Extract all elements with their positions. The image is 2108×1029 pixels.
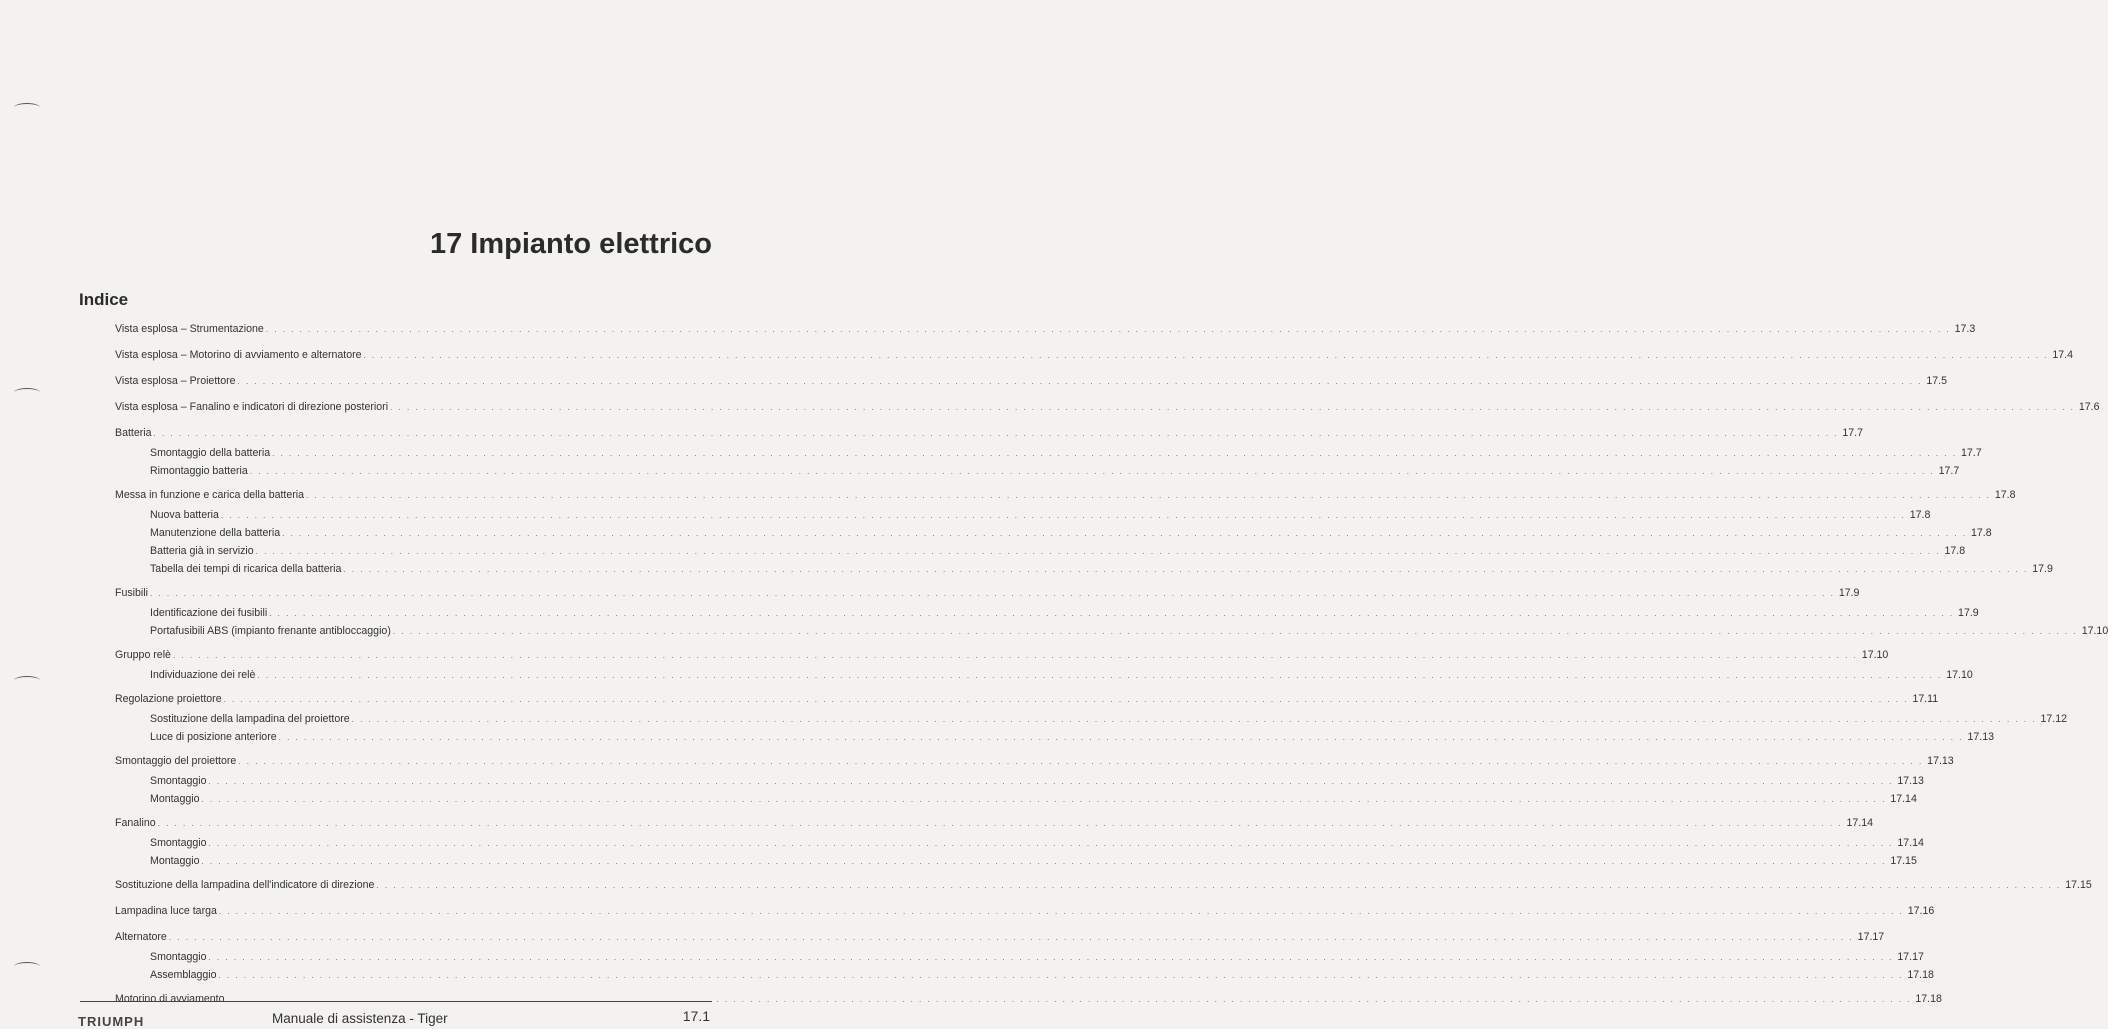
toc-page-number: 17.11 (1912, 693, 1939, 705)
dot-leader: . . . . . . . . . . . . . . . . . . . . . . . . . . . . . . . . . . . . . . . . . . . . . . . . . . . . . . . . . . . . . . . . . . . . . . . . . . . . . . . . . . . . . . . . . . . . . . . . . . . . . . . . . . . . . . . . . . . . . . . . . . . . . . . . . . . . . . . . . . . . . . . . . . . . . . . . . . . . . . . . . . . . . . . . . . . . . . . . . . . . . . . . . . . . . . . . . . . . . . . . (208, 839, 1894, 848)
toc-page-number: 17.10 (1861, 649, 1889, 661)
dot-leader: . . . . . . . . . . . . . . . . . . . . . . . . . . . . . . . . . . . . . . . . . . . . . . . . . . . . . . . . . . . . . . . . . . . . . . . . . . . . . . . . . . . . . . . . . . . . . . . . . . . . . . . . . . . . . . . . . . . . . . . . . . . . . . . . . . . . . . . . . . . . . . . . . . . . . . . . . . . . . . . . . . . . . . . . . . . . . . . . . . . . . . . . . . . . . . . . . . . . . . . . (201, 857, 1887, 866)
footer-manual-title: Manuale di assistenza - Tiger (272, 1011, 448, 1026)
toc-group (115, 875, 2092, 896)
toc-subentry[interactable] (115, 852, 1917, 870)
toc-entry-label: Messa in funzione e carica della batteria (115, 489, 305, 501)
toc-group (115, 689, 2068, 746)
toc-entry-label: Individuazione dei relè (150, 669, 256, 681)
dot-leader: . . . . . . . . . . . . . . . . . . . . . . . . . . . . . . . . . . . . . . . . . . . . . . . . . . . . . . . . . . . . . . . . . . . . . . . . . . . . . . . . . . . . . . . . . . . . . . . . . . . . . . . . . . . . . . . . . . . . . . . . . . . . . . . . . . . . . . . . . . . . . . . . . . . . . . . . . . . . . . . . . . . . . . . . . . . . . . . . . . . . . . . . . . . . . . . . . . . . . . . . (376, 881, 2062, 890)
toc-subentry[interactable] (115, 834, 1924, 852)
toc-entry-label: Nuova batteria (150, 509, 219, 521)
toc-page-number: 17.13 (1967, 731, 1994, 743)
toc-group (115, 319, 1976, 340)
toc-entry-label: Batteria (115, 427, 152, 439)
toc-subentry[interactable] (115, 604, 1979, 622)
toc-entry-label: Smontaggio della batteria (150, 447, 271, 459)
toc-entry[interactable] (115, 485, 2016, 506)
dot-leader: . . . . . . . . . . . . . . . . . . . . . . . . . . . . . . . . . . . . . . . . . . . . . . . . . . . . . . . . . . . . . . . . . . . . . . . . . . . . . . . . . . . . . . . . . . . . . . . . . . . . . . . . . . . . . . . . . . . . . . . . . . . . . . . . . . . . . . . . . . . . . . . . . . . . . . . . . . . . . . . . . . . . . . . . . . . . . . . . . . . . . . . . . . . . . . . . . . . . . . . . (218, 971, 1904, 980)
index-heading: Indice (79, 290, 129, 309)
dot-leader: . . . . . . . . . . . . . . . . . . . . . . . . . . . . . . . . . . . . . . . . . . . . . . . . . . . . . . . . . . . . . . . . . . . . . . . . . . . . . . . . . . . . . . . . . . . . . . . . . . . . . . . . . . . . . . . . . . . . . . . . . . . . . . . . . . . . . . . . . . . . . . . . . . . . . . . . . . . . . . . . . . . . . . . . . . . . . . . . . . . . . . . . . . . . . . . . . . . . . . . . (306, 491, 1991, 500)
toc-subentry[interactable] (115, 444, 1982, 462)
dot-leader: . . . . . . . . . . . . . . . . . . . . . . . . . . . . . . . . . . . . . . . . . . . . . . . . . . . . . . . . . . . . . . . . . . . . . . . . . . . . . . . . . . . . . . . . . . . . . . . . . . . . . . . . . . . . . . . . . . . . . . . . . . . . . . . . . . . . . . . . . . . . . . . . . . . . . . . . . . . . . . . . . . . . . . . . . . . . . . . . . . . . . . . . . . . . . . . . . . . . . . . . (168, 933, 1854, 942)
toc-entry-label: Lampadina luce targa (115, 905, 217, 917)
toc-entry-label: Gruppo relè (115, 649, 171, 661)
toc-entry-label: Regolazione proiettore (115, 693, 222, 705)
dot-leader: . . . . . . . . . . . . . . . . . . . . . . . . . . . . . . . . . . . . . . . . . . . . . . . . . . . . . . . . . . . . . . . . . . . . . . . . . . . . . . . . . . . . . . . . . . . . . . . . . . . . . . . . . . . . . . . . . . . . . . . . . . . . . . . . . . . . . . . . . . . . . . . . . . . . . . . . . . . . . . . . . . . . . . . . . . . . . . . . . . . . . . . . . . . . . . . . . . . . . . . . (172, 651, 1858, 660)
toc-page-number: 17.8 (1909, 509, 1931, 521)
dot-leader: . . . . . . . . . . . . . . . . . . . . . . . . . . . . . . . . . . . . . . . . . . . . . . . . . . . . . . . . . . . . . . . . . . . . . . . . . . . . . . . . . . . . . . . . . . . . . . . . . . . . . . . . . . . . . . . . . . . . . . . . . . . . . . . . . . . . . . . . . . . . . . . . . . . . . . . . . . . . . . . . . . . . . . . . . . . . . . . . . . . . . . . . . . . . . . . . . . . . . . . . (351, 715, 2037, 724)
toc-entry-label: Montaggio (150, 855, 200, 867)
toc-group (115, 927, 1934, 984)
toc-entry-label: Luce di posizione anteriore (150, 731, 277, 743)
toc-subentry[interactable] (115, 462, 1960, 480)
toc-entry[interactable] (115, 989, 1942, 1010)
dot-leader: . . . . . . . . . . . . . . . . . . . . . . . . . . . . . . . . . . . . . . . . . . . . . . . . . . . . . . . . . . . . . . . . . . . . . . . . . . . . . . . . . . . . . . . . . . . . . . . . . . . . . . . . . . . . . . . . . . . . . . . . . . . . . . . . . . . . . . . . . . . . . . . . . . . . . . . . . . . . . . . . . . . . . . . . . . . . . . . . . . . . . . . . . . . . . . . . . . . . . . . . (220, 511, 1906, 520)
toc-page-number: 17.9 (2032, 563, 2053, 575)
toc-page-number: 17.8 (1994, 489, 2016, 501)
toc-group (115, 371, 1947, 392)
toc-group (115, 901, 1935, 922)
toc-subentry[interactable] (115, 790, 1917, 808)
toc-group (115, 645, 1973, 684)
binder-hole-mark (14, 103, 40, 112)
toc-subentry[interactable] (115, 506, 1931, 524)
toc-page-number: 17.14 (1890, 793, 1917, 805)
toc-page-number: 17.3 (1954, 323, 1976, 335)
toc-page-number: 17.13 (1897, 775, 1924, 787)
toc-entry-label: Assemblaggio (150, 969, 217, 981)
toc-entry[interactable] (115, 319, 1976, 340)
brand-logo: TRIUMPH (78, 1014, 145, 1029)
toc-entry-label: Vista esplosa – Motorino di avviamento e alternatore (115, 349, 362, 361)
toc-entry-label: Sostituzione della lampadina dell'indicatore di direzione (115, 879, 375, 891)
toc-page-number: 17.8 (1944, 545, 1966, 557)
toc-group (115, 345, 2074, 366)
toc-entry-label: Vista esplosa – Strumentazione (115, 323, 264, 335)
toc-page-number: 17.7 (1938, 465, 1960, 477)
dot-leader: . . . . . . . . . . . . . . . . . . . . . . . . . . . . . . . . . . . . . . . . . . . . . . . . . . . . . . . . . . . . . . . . . . . . . . . . . . . . . . . . . . . . . . . . . . . . . . . . . . . . . . . . . . . . . . . . . . . . . . . . . . . . . . . . . . . . . . . . . . . . . . . . . . . . . . . . . . . . . . . . . . . . . . . . . . . . . . . . . . . . . . . . . . . . . . . . . . . . . . . . (249, 467, 1935, 476)
toc-entry[interactable] (115, 345, 2074, 366)
toc-page-number: 17.10 (2081, 625, 2108, 637)
toc-subentry[interactable] (115, 966, 1934, 984)
toc-page-number: 17.17 (1857, 931, 1885, 943)
toc-entry[interactable] (115, 371, 1947, 392)
toc-subentry[interactable] (115, 524, 1992, 542)
toc-entry-label: Manutenzione della batteria (150, 527, 281, 539)
dot-leader: . . . . . . . . . . . . . . . . . . . . . . . . . . . . . . . . . . . . . . . . . . . . . . . . . . . . . . . . . . . . . . . . . . . . . . . . . . . . . . . . . . . . . . . . . . . . . . . . . . . . . . . . . . . . . . . . . . . . . . . . . . . . . . . . . . . . . . . . . . . . . . . . . . . . . . . . . . . . . . . . . . . . . . . . . . . . . . . . . . . . . . . . . . . . . . . . . . . . . . . . (269, 609, 1955, 618)
binder-hole-mark (14, 388, 40, 397)
toc-entry[interactable] (115, 689, 1939, 710)
toc-entry[interactable] (115, 901, 1935, 922)
toc-entry-label: Smontaggio del proiettore (115, 755, 237, 767)
toc-page-number: 17.12 (2040, 713, 2068, 725)
toc-page-number: 17.7 (1961, 447, 1982, 459)
toc-entry[interactable] (115, 645, 1889, 666)
toc-entry[interactable] (115, 397, 2100, 418)
toc-page-number: 17.15 (2065, 879, 2092, 891)
toc-entry-label: Smontaggio (150, 837, 207, 849)
dot-leader: . . . . . . . . . . . . . . . . . . . . . . . . . . . . . . . . . . . . . . . . . . . . . . . . . . . . . . . . . . . . . . . . . . . . . . . . . . . . . . . . . . . . . . . . . . . . . . . . . . . . . . . . . . . . . . . . . . . . . . . . . . . . . . . . . . . . . . . . . . . . . . . . . . . . . . . . . . . . . . . . . . . . . . . . . . . . . . . . . . . . . . . . . . . . . . . . . . . . . . . . (278, 733, 1964, 742)
toc-entry-label: Fanalino (115, 817, 156, 829)
toc-entry-label: Vista esplosa – Proiettore (115, 375, 236, 387)
table-of-contents (115, 319, 2108, 1015)
toc-entry[interactable] (115, 875, 2092, 896)
dot-leader: . . . . . . . . . . . . . . . . . . . . . . . . . . . . . . . . . . . . . . . . . . . . . . . . . . . . . . . . . . . . . . . . . . . . . . . . . . . . . . . . . . . . . . . . . . . . . . . . . . . . . . . . . . . . . . . . . . . . . . . . . . . . . . . . . . . . . . . . . . . . . . . . . . . . . . . . . . . . . . . . . . . . . . . . . . . . . . . . . . . . . . . . . . . . . . . . . . . . . . . . (343, 565, 2029, 574)
toc-entry-label: Rimontaggio batteria (150, 465, 248, 477)
toc-page-number: 17.13 (1927, 755, 1954, 767)
toc-entry-label: Tabella dei tempi di ricarica della batteria (150, 563, 342, 575)
toc-entry-label: Fusibili (115, 587, 148, 599)
toc-entry[interactable] (115, 423, 1863, 444)
toc-page-number: 17.14 (1897, 837, 1924, 849)
toc-entry[interactable] (115, 927, 1885, 948)
dot-leader: . . . . . . . . . . . . . . . . . . . . . . . . . . . . . . . . . . . . . . . . . . . . . . . . . . . . . . . . . . . . . . . . . . . . . . . . . . . . . . . . . . . . . . . . . . . . . . . . . . . . . . . . . . . . . . . . . . . . . . . . . . . . . . . . . . . . . . . . . . . . . . . . . . . . . . . . . . . . . . . . . . . . . . . . . . . . . . . . . . . . . . . . . . . . . . . . . . . . . . . . (218, 907, 1904, 916)
toc-entry-label: Smontaggio (150, 951, 207, 963)
dot-leader: . . . . . . . . . . . . . . . . . . . . . . . . . . . . . . . . . . . . . . . . . . . . . . . . . . . . . . . . . . . . . . . . . . . . . . . . . . . . . . . . . . . . . . . . . . . . . . . . . . . . . . . . . . . . . . . . . . . . . . . . . . . . . . . . . . . . . . . . . . . . . . . . . . . . . . . . . . . . . . . . . . . . . . . . . . . . . . . . . . . . . . . . . . . . . . . . . . . . . . . . (238, 757, 1924, 766)
toc-entry[interactable] (115, 583, 1860, 604)
toc-subentry[interactable] (115, 542, 1966, 560)
chapter-title: 17 Impianto elettrico (429, 228, 712, 260)
toc-entry-label: Smontaggio (150, 775, 207, 787)
toc-entry[interactable] (115, 751, 1954, 772)
toc-subentry[interactable] (115, 948, 1924, 966)
toc-page-number: 17.4 (2052, 349, 2074, 361)
dot-leader: . . . . . . . . . . . . . . . . . . . . . . . . . . . . . . . . . . . . . . . . . . . . . . . . . . . . . . . . . . . . . . . . . . . . . . . . . . . . . . . . . . . . . . . . . . . . . . . . . . . . . . . . . . . . . . . . . . . . . . . . . . . . . . . . . . . . . . . . . . . . . . . . . . . . . . . . . . . . . . . . . . . . . . . . . . . . . . . . . . . . . . . . . . . . . . . . . . . . . . . . (157, 819, 1843, 828)
toc-group (115, 485, 2053, 578)
toc-page-number: 17.15 (1890, 855, 1917, 867)
toc-page-number: 17.9 (1958, 607, 1979, 619)
footer-divider (80, 1001, 712, 1002)
toc-subentry[interactable] (115, 560, 2053, 578)
toc-entry-label: Identificazione dei fusibili (150, 607, 268, 619)
dot-leader: . . . . . . . . . . . . . . . . . . . . . . . . . . . . . . . . . . . . . . . . . . . . . . . . . . . . . . . . . . . . . . . . . . . . . . . . . . . . . . . . . . . . . . . . . . . . . . . . . . . . . . . . . . . . . . . . . . . . . . . . . . . . . . . . . . . . . . . . . . . . . . . . . . . . . . . . . . . . . . . . . . . . . . . . . . . . . . . . . . . . . . . . . . . . . . . . . . . . . . . . (201, 795, 1887, 804)
toc-subentry[interactable] (115, 666, 1973, 684)
toc-group (115, 583, 2108, 640)
toc-subentry[interactable] (115, 710, 2068, 728)
dot-leader: . . . . . . . . . . . . . . . . . . . . . . . . . . . . . . . . . . . . . . . . . . . . . . . . . . . . . . . . . . . . . . . . . . . . . . . . . . . . . . . . . . . . . . . . . . . . . . . . . . . . . . . . . . . . . . . . . . . . . . . . . . . . . . . . . . . . . . . . . . . . . . . . . . . . . . . . . . . . . . . . . . . . . . . . . . . . . . . . . . . . . . . . . . . . . . . . . . . . . . . . (272, 449, 1957, 458)
toc-page-number: 17.18 (1907, 969, 1934, 981)
dot-leader: . . . . . . . . . . . . . . . . . . . . . . . . . . . . . . . . . . . . . . . . . . . . . . . . . . . . . . . . . . . . . . . . . . . . . . . . . . . . . . . . . . . . . . . . . . . . . . . . . . . . . . . . . . . . . . . . . . . . . . . . . . . . . . . . . . . . . . . . . . . . . . . . . . . . . . . . . . . . . . . . . . . . . . . . . . . . . . . . . . . . . . . . . . . . . . . . . . . . . . . . (392, 627, 2078, 636)
toc-entry-label: Motorino di avviamento (115, 993, 225, 1005)
binder-hole-mark (14, 962, 40, 971)
toc-page-number: 17.18 (1915, 993, 1942, 1005)
dot-leader: . . . . . . . . . . . . . . . . . . . . . . . . . . . . . . . . . . . . . . . . . . . . . . . . . . . . . . . . . . . . . . . . . . . . . . . . . . . . . . . . . . . . . . . . . . . . . . . . . . . . . . . . . . . . . . . . . . . . . . . . . . . . . . . . . . . . . . . . . . . . . . . . . . . . . . . . . . . . . . . . . . . . . . . . . . . . . . . . . . . . . . . . . . . . . . . . . . . . . . . . (208, 953, 1894, 962)
dot-leader: . . . . . . . . . . . . . . . . . . . . . . . . . . . . . . . . . . . . . . . . . . . . . . . . . . . . . . . . . . . . . . . . . . . . . . . . . . . . . . . . . . . . . . . . . . . . . . . . . . . . . . . . . . . . . . . . . . . . . . . . . . . . . . . . . . . . . . . . . . . . . . . . . . . . . . . . . . . . . . . . . . . . . . . . . . . . . . . . . . . . . . . . . . . . . . . . . . . . . . . . (257, 671, 1943, 680)
toc-entry-label: Montaggio (150, 793, 200, 805)
toc-group (115, 989, 1942, 1010)
footer-page-number: 17.1 (682, 1008, 710, 1024)
toc-page-number: 17.6 (2078, 401, 2100, 413)
dot-leader: . . . . . . . . . . . . . . . . . . . . . . . . . . . . . . . . . . . . . . . . . . . . . . . . . . . . . . . . . . . . . . . . . . . . . . . . . . . . . . . . . . . . . . . . . . . . . . . . . . . . . . . . . . . . . . . . . . . . . . . . . . . . . . . . . . . . . . . . . . . . . . . . . . . . . . . . . . . . . . . . . . . . . . . . . . . . . . . . . . . . . . . . . . . . . . . . . . . . . . . . (390, 403, 2075, 412)
toc-subentry[interactable] (115, 728, 1994, 746)
toc-page-number: 17.7 (1842, 427, 1863, 439)
toc-page-number: 17.16 (1907, 905, 1935, 917)
dot-leader: . . . . . . . . . . . . . . . . . . . . . . . . . . . . . . . . . . . . . . . . . . . . . . . . . . . . . . . . . . . . . . . . . . . . . . . . . . . . . . . . . . . . . . . . . . . . . . . . . . . . . . . . . . . . . . . . . . . . . . . . . . . . . . . . . . . . . . . . . . . . . . . . . . . . . . . . . . . . . . . . . . . . . . . . . . . . . . . . . . . . . . . . . . . . . . . . . . . . . . . . (223, 695, 1909, 704)
dot-leader: . . . . . . . . . . . . . . . . . . . . . . . . . . . . . . . . . . . . . . . . . . . . . . . . . . . . . . . . . . . . . . . . . . . . . . . . . . . . . . . . . . . . . . . . . . . . . . . . . . . . . . . . . . . . . . . . . . . . . . . . . . . . . . . . . . . . . . . . . . . . . . . . . . . . . . . . . . . . . . . . . . . . . . . . . . . . . . . . . . . . . . . . . . . . . . . . . . . . . . . . (282, 529, 1967, 538)
dot-leader: . . . . . . . . . . . . . . . . . . . . . . . . . . . . . . . . . . . . . . . . . . . . . . . . . . . . . . . . . . . . . . . . . . . . . . . . . . . . . . . . . . . . . . . . . . . . . . . . . . . . . . . . . . . . . . . . . . . . . . . . . . . . . . . . . . . . . . . . . . . . . . . . . . . . . . . . . . . . . . . . . . . . . . . . . . . . . . . . . . . . . . . . . . . . . . . . . . . . . . . . (149, 589, 1835, 598)
toc-entry-label: Batteria già in servizio (150, 545, 254, 557)
dot-leader: . . . . . . . . . . . . . . . . . . . . . . . . . . . . . . . . . . . . . . . . . . . . . . . . . . . . . . . . . . . . . . . . . . . . . . . . . . . . . . . . . . . . . . . . . . . . . . . . . . . . . . . . . . . . . . . . . . . . . . . . . . . . . . . . . . . . . . . . . . . . . . . . . . . . . . . . . . . . . . . . . . . . . . . . . . . . . . . . . . . . . . . . . . . . . . . . . . . . . . . . (237, 377, 1923, 386)
toc-page-number: 17.10 (1946, 669, 1973, 681)
toc-subentry[interactable] (115, 772, 1924, 790)
toc-page-number: 17.8 (1971, 527, 1992, 539)
toc-page-number: 17.9 (1838, 587, 1860, 599)
dot-leader: . . . . . . . . . . . . . . . . . . . . . . . . . . . . . . . . . . . . . . . . . . . . . . . . . . . . . . . . . . . . . . . . . . . . . . . . . . . . . . . . . . . . . . . . . . . . . . . . . . . . . . . . . . . . . . . . . . . . . . . . . . . . . . . . . . . . . . . . . . . . . . . . . . . . . . . . . . . . . . . . . . . . . . . . . . . . . . . . . . . . . . . . . . . . . . . . . . . . . . . . (226, 995, 1912, 1004)
toc-group (115, 423, 1982, 480)
dot-leader: . . . . . . . . . . . . . . . . . . . . . . . . . . . . . . . . . . . . . . . . . . . . . . . . . . . . . . . . . . . . . . . . . . . . . . . . . . . . . . . . . . . . . . . . . . . . . . . . . . . . . . . . . . . . . . . . . . . . . . . . . . . . . . . . . . . . . . . . . . . . . . . . . . . . . . . . . . . . . . . . . . . . . . . . . . . . . . . . . . . . . . . . . . . . . . . . . . . . . . . . (265, 325, 1951, 334)
dot-leader: . . . . . . . . . . . . . . . . . . . . . . . . . . . . . . . . . . . . . . . . . . . . . . . . . . . . . . . . . . . . . . . . . . . . . . . . . . . . . . . . . . . . . . . . . . . . . . . . . . . . . . . . . . . . . . . . . . . . . . . . . . . . . . . . . . . . . . . . . . . . . . . . . . . . . . . . . . . . . . . . . . . . . . . . . . . . . . . . . . . . . . . . . . . . . . . . . . . . . . . . (363, 351, 2049, 360)
toc-entry-label: Portafusibili ABS (impianto frenante antibloccaggio) (150, 625, 391, 637)
dot-leader: . . . . . . . . . . . . . . . . . . . . . . . . . . . . . . . . . . . . . . . . . . . . . . . . . . . . . . . . . . . . . . . . . . . . . . . . . . . . . . . . . . . . . . . . . . . . . . . . . . . . . . . . . . . . . . . . . . . . . . . . . . . . . . . . . . . . . . . . . . . . . . . . . . . . . . . . . . . . . . . . . . . . . . . . . . . . . . . . . . . . . . . . . . . . . . . . . . . . . . . . (255, 547, 1941, 556)
toc-subentry[interactable] (115, 622, 2108, 640)
binder-hole-mark (14, 676, 40, 685)
toc-page-number: 17.17 (1897, 951, 1924, 963)
toc-page-number: 17.14 (1846, 817, 1873, 829)
toc-entry-label: Vista esplosa – Fanalino e indicatori di direzione posteriori (115, 401, 389, 413)
dot-leader: . . . . . . . . . . . . . . . . . . . . . . . . . . . . . . . . . . . . . . . . . . . . . . . . . . . . . . . . . . . . . . . . . . . . . . . . . . . . . . . . . . . . . . . . . . . . . . . . . . . . . . . . . . . . . . . . . . . . . . . . . . . . . . . . . . . . . . . . . . . . . . . . . . . . . . . . . . . . . . . . . . . . . . . . . . . . . . . . . . . . . . . . . . . . . . . . . . . . . . . . (208, 777, 1894, 786)
toc-entry-label: Sostituzione della lampadina del proiettore (150, 713, 350, 725)
toc-group (115, 751, 1954, 808)
toc-page-number: 17.5 (1926, 375, 1947, 387)
toc-entry[interactable] (115, 813, 1873, 834)
dot-leader: . . . . . . . . . . . . . . . . . . . . . . . . . . . . . . . . . . . . . . . . . . . . . . . . . . . . . . . . . . . . . . . . . . . . . . . . . . . . . . . . . . . . . . . . . . . . . . . . . . . . . . . . . . . . . . . . . . . . . . . . . . . . . . . . . . . . . . . . . . . . . . . . . . . . . . . . . . . . . . . . . . . . . . . . . . . . . . . . . . . . . . . . . . . . . . . . . . . . . . . . (153, 429, 1839, 438)
toc-entry-label: Alternatore (115, 931, 167, 943)
toc-group (115, 813, 1924, 870)
toc-group (115, 397, 2100, 418)
